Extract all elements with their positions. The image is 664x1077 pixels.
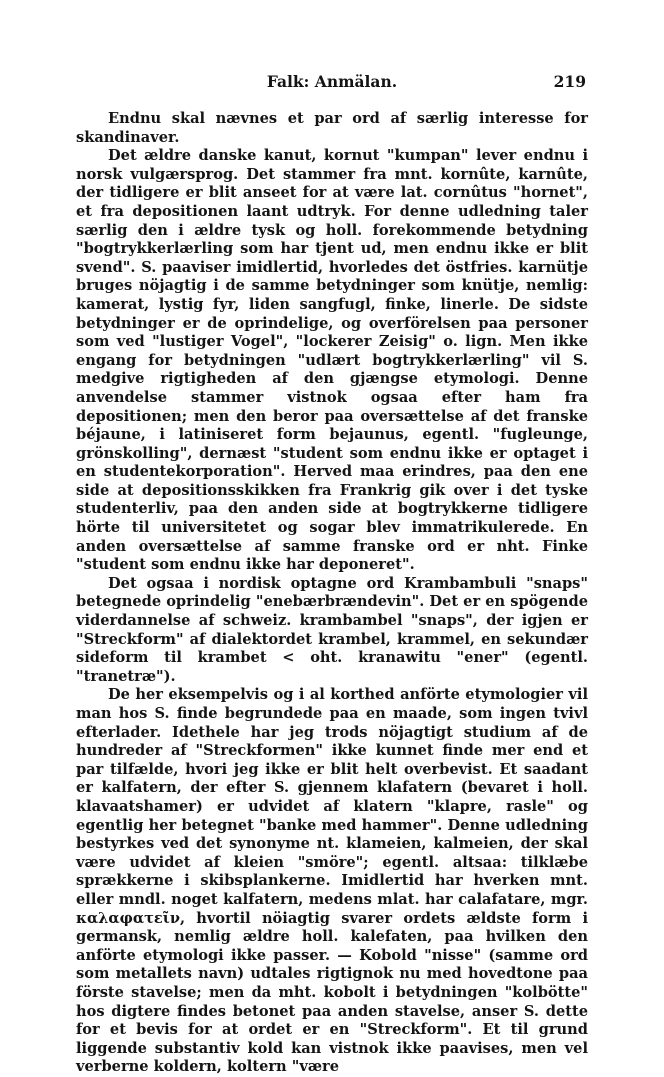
paragraph: Det ogsaa i nordisk optagne ord Krambambuli "snaps" betegnede oprindelig "enebærbrændevin". Det er en spögende viderdannelse af schweiz. krambambel "snaps", der igjen er "Streckform" af dialektordet krambel, krammel, en sekundær sideform til krambet < oht. kranawitu "ener" (egentl. "tranetræ"). bbox=[76, 574, 588, 685]
body-text bbox=[76, 110, 588, 1077]
running-title: Falk: Anmälan. bbox=[266, 72, 398, 91]
running-header bbox=[76, 72, 588, 94]
paragraph: Endnu skal nævnes et par ord af særlig interesse for skandinaver. bbox=[76, 110, 588, 146]
paragraph: De her eksempelvis og i al korthed anförte etymologier vil man hos S. finde begrundede paa en maade, som ingen tvivl efterlader. Idethele har jeg trods nöjagtigt studium af de hundreder af "Streckformen" ikke kunnet finde mer end et par tilfælde, hvori jeg ikke er blit helt overbevist. Et saadant er kalfatern, der efter S. gjennem klafatern (bevaret i holl. klavaatshamer) er udvidet af klatern "klapre, rasle" og egentlig her betegnet "banke med hammer". Denne udledning bestyrkes ved det synonyme nt. klameien, kalmeien, der skal være udvidet af kleien "smöre"; egentl. altsaa: tilklæbe sprækkerne i skibsplankerne. Imidlertid har hverken mnt. eller mndl. noget kalfatern, medens mlat. har calafatare, mgr. καλαφατεῖν, hvortil nöiagtig svarer ordets ældste form i germansk, nemlig ældre holl. kalefaten, paa hvilken den anförte etymologi ikke passer. — Kobold "nisse" (samme ord som metallets navn) udtales rigtignok nu med hovedtone paa förste stavelse; men da mht. kobolt i betydningen "kolbötte" hos digtere findes betonet paa anden stavelse, anser S. dette for et bevis for at ordet er en "Streckform". Et til grund liggende substantiv kold kan vistnok ikke paavises, men vel verberne koldern, koltern "være bbox=[76, 686, 588, 1076]
paragraph: Det ældre danske kanut, kornut "kumpan" lever endnu i norsk vulgærsprog. Det stammer fra mnt. kornûte, karnûte, der tidligere er blit anseet for at være lat. cornûtus "hornet", et fra depositionen laant udtryk. For denne udledning taler særlig den i ældre tysk og holl. forekommende betydning "bogtrykkerlærling som har tjent ud, men endnu ikke er blit svend". S. paaviser imidlertid, hvorledes det östfries. karnütje bruges nöjagtig i de samme betydninger som knütje, nemlig: kamerat, lystig fyr, liden sangfugl, finke, linerle. De sidste betydninger er de oprindelige, og overförelsen paa personer som ved "lustiger Vogel", "lockerer Zeisig" o. lign. Men ikke engang for betydningen "udlært bogtrykkerlærling" vil S. medgive rigtigheden af den gjængse etymologi. Denne anvendelse stammer vistnok ogsaa efter ham fra depositionen; men den beror paa oversættelse af det franske béjaune, i latiniseret form bejaunus, egentl. "fugleunge, grönskolling", dernæst "student som endnu ikke er optaget i en studentekorporation". Herved maa erindres, paa den ene side at depositionsskikken fra Frankrig gik over i det tyske studenterliv, paa den anden side at bogtrykkerne tidligere hörte til universitetet og sogar blev immatrikulerede. En anden oversættelse af samme franske ord er nht. Finke "student som endnu ikke har deponeret". bbox=[76, 147, 588, 574]
book-page bbox=[76, 72, 588, 1077]
page-number: 219 bbox=[553, 72, 586, 91]
